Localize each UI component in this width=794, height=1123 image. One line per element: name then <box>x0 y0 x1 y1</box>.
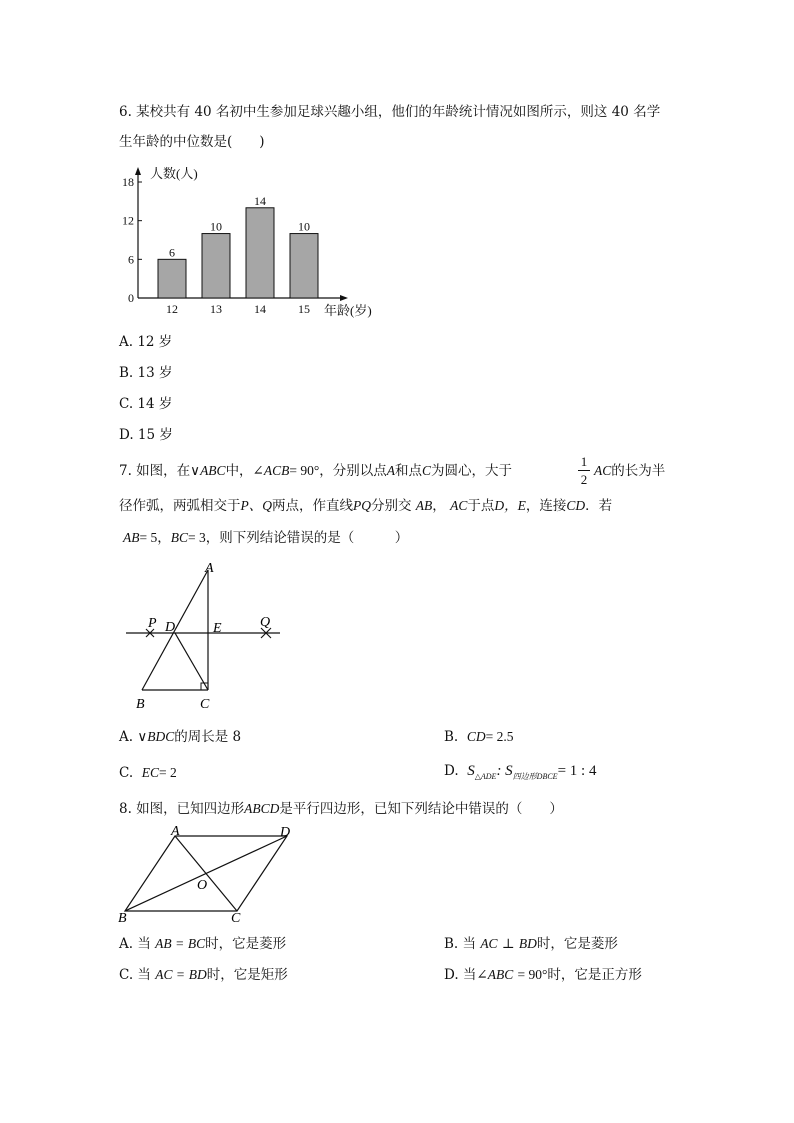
q7-math: AB <box>123 530 140 545</box>
q7-stem-line2 <box>119 497 612 515</box>
bar-data-label: 10 <box>298 219 310 234</box>
y-tick-label: 18 <box>122 175 134 189</box>
q8-option-b <box>444 935 618 953</box>
q7-text: = 90°，分别以点 <box>289 463 387 478</box>
option-math: BC <box>187 936 206 951</box>
option-text: A. 当 <box>119 936 151 952</box>
q6-stem-line1: 6. 某校共有 40 名初中生参加足球兴趣小组，他们的年龄统计情况如图所示，则这 40 名学 <box>119 104 661 120</box>
option-text: B. <box>444 729 459 745</box>
x-tick-label: 12 <box>166 302 178 316</box>
label-a: A <box>171 824 180 839</box>
q7-math: ABC <box>200 463 226 478</box>
q8-stem-line1 <box>119 800 563 818</box>
y-axis-arrow <box>135 167 141 175</box>
option-text: 的周长是 8 <box>174 729 242 745</box>
bar-12 <box>158 259 186 298</box>
option-text: = 90°时，它是正方形 <box>517 967 642 982</box>
option-text: = 2 <box>159 765 177 780</box>
option-math: BD <box>188 967 207 982</box>
option-math: EC <box>141 765 159 780</box>
q7-text: 中，∠ <box>225 463 264 479</box>
q8-text: 8. 如图，已知四边形 <box>119 801 245 817</box>
option-subscript: △ADE <box>474 772 497 781</box>
option-text: 时，它是矩形 <box>206 967 288 983</box>
label-p: P <box>148 616 157 631</box>
bar-data-label: 6 <box>169 245 175 260</box>
q7-math: AB <box>415 498 433 513</box>
label-q: Q <box>260 615 271 630</box>
label-b: B <box>118 911 127 925</box>
q6-option-d: D. 15 岁 <box>119 427 173 443</box>
q8-parallelogram-figure <box>115 823 305 925</box>
q7-option-a <box>119 728 241 746</box>
fraction-bar <box>578 470 590 471</box>
q7-text: 分别交 <box>371 498 412 514</box>
q7-text: 的长为半 <box>611 463 666 479</box>
q7-text: 为圆心，大于 <box>431 463 513 479</box>
q7-text: 两点，作直线 <box>272 498 353 514</box>
option-math: CD <box>466 729 486 744</box>
option-math: S <box>467 763 475 779</box>
q7-stem-line1-end <box>594 462 665 480</box>
option-math: AB <box>155 936 172 951</box>
q8-text: 是平行四边形，已知下列结论中错误的（ ） <box>279 801 563 817</box>
q6-bar-chart <box>110 160 400 322</box>
option-math: BD <box>518 936 537 951</box>
q6-option-c: C. 14 岁 <box>119 396 173 412</box>
q6-stem-line2: 生年龄的中位数是( ) <box>119 134 265 150</box>
q7-text: = 3，则下列结论错误的是（ ） <box>188 530 409 545</box>
q7-option-c <box>119 764 177 782</box>
q7-text: ，连接 <box>525 498 567 514</box>
q7-math: C <box>422 463 432 478</box>
option-text: 时，它是菱形 <box>536 936 618 952</box>
q6-option-b: B. 13 岁 <box>119 365 173 381</box>
q8-math: ABCD <box>244 801 280 816</box>
option-text: D. 当∠ <box>444 967 488 983</box>
bar-data-label: 14 <box>254 193 266 208</box>
q8-option-d <box>444 966 642 984</box>
q7-triangle-figure <box>120 558 290 713</box>
label-d: D <box>165 620 176 635</box>
option-math: ABC <box>487 967 514 982</box>
y-tick-label: 6 <box>128 252 134 267</box>
option-math: BDC <box>147 729 175 744</box>
q7-option-b <box>444 728 513 746</box>
q7-stem-line1 <box>119 462 512 480</box>
bar-data-label: 10 <box>210 219 222 234</box>
segment-cd <box>175 633 208 690</box>
fraction-denominator: 2 <box>580 472 588 487</box>
q7-math: CD <box>566 498 586 513</box>
option-text: C. <box>119 765 134 781</box>
option-text: = <box>175 936 184 951</box>
label-c: C <box>231 911 241 925</box>
option-subscript: 四边形DBCE <box>512 772 558 781</box>
q7-math: PQ <box>353 498 371 513</box>
q7-math: ACB <box>263 463 290 478</box>
label-b: B <box>136 697 145 712</box>
q7-text: ．若 <box>585 498 613 514</box>
option-text: = 1 : 4 <box>557 763 597 779</box>
q7-option-d <box>444 762 596 786</box>
q7-text: 于点 <box>467 498 495 514</box>
q7-math: AC <box>450 498 468 513</box>
q7-text: ， <box>432 498 446 514</box>
option-math: : S <box>496 763 513 779</box>
y-tick-label: 0 <box>128 291 134 305</box>
q7-text: 和点 <box>395 463 423 479</box>
x-tick-label: 13 <box>210 302 222 316</box>
bar-13 <box>202 234 230 298</box>
q7-math: A <box>386 463 396 478</box>
x-axis-title: 年龄(岁) <box>324 303 372 318</box>
label-a: A <box>205 561 214 576</box>
option-math: AC <box>480 936 498 951</box>
option-text: = 2.5 <box>485 729 514 744</box>
x-axis-arrow <box>340 295 348 301</box>
option-text: ⊥ <box>501 936 515 951</box>
q7-stem-line3 <box>123 529 408 547</box>
bar-15 <box>290 234 318 298</box>
q7-text: 7. 如图，在∨ <box>119 463 201 479</box>
q7-math: BC <box>170 530 189 545</box>
label-o: O <box>197 878 208 893</box>
fraction-numerator: 1 <box>580 454 588 469</box>
y-axis-title: 人数(人) <box>150 166 198 181</box>
q7-math: P、Q <box>240 498 272 513</box>
option-math: AC <box>155 967 173 982</box>
option-text: = <box>176 967 185 982</box>
option-text: D. <box>444 763 459 779</box>
q8-option-a <box>119 935 286 953</box>
label-e: E <box>213 621 222 636</box>
q7-math: D，E <box>494 498 526 513</box>
q8-option-c <box>119 966 288 984</box>
option-text: A. ∨ <box>119 729 148 745</box>
q7-text: 径作弧，两弧相交于 <box>119 498 241 514</box>
bar-14 <box>246 208 274 298</box>
label-d: D <box>280 825 291 840</box>
x-tick-label: 15 <box>298 302 310 316</box>
q7-math: AC <box>594 463 612 478</box>
q6-option-a: A. 12 岁 <box>119 334 173 350</box>
y-tick-label: 12 <box>122 213 134 228</box>
option-text: B. 当 <box>444 936 477 952</box>
option-text: 时，它是菱形 <box>205 936 287 952</box>
q7-fraction <box>578 454 590 487</box>
label-c: C <box>200 697 210 712</box>
x-tick-label: 14 <box>254 302 266 316</box>
q7-text: = 5， <box>139 530 171 545</box>
option-text: C. 当 <box>119 967 151 983</box>
